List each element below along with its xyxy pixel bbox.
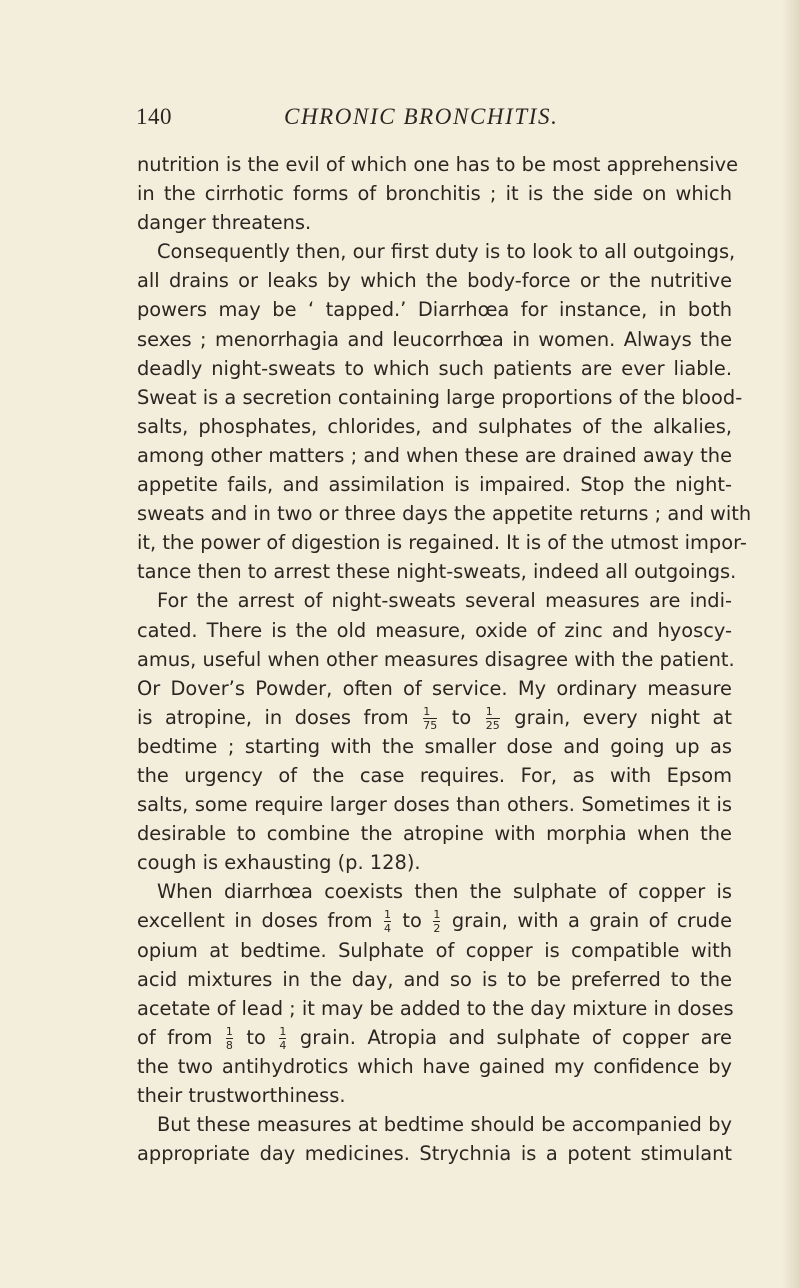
fraction-denominator: 4 xyxy=(279,1038,287,1052)
running-title: CHRONIC BRONCHITIS. xyxy=(284,104,559,129)
text-segment: to xyxy=(392,909,432,933)
text-line: deadly night-sweats to which such patients are ever liable. xyxy=(137,356,732,380)
fraction xyxy=(423,706,437,731)
text-line: nutrition is the evil of which one has to be most apprehensive xyxy=(137,153,739,176)
fraction xyxy=(433,909,440,934)
text-line: opium at bedtime. Sulphate of copper is compatible with xyxy=(137,938,732,962)
text-line: sexes ; menorrhagia and leucorrhœa in women. Always the xyxy=(137,327,732,351)
text-line: Sweat is a secretion containing large proportions of the blood- xyxy=(137,385,743,409)
text-line: acid mixtures in the day, and so is to be preferred to the xyxy=(137,967,732,991)
text-line: appropriate day medicines. Strychnia is a potent stimulant xyxy=(137,1142,732,1166)
page-number: 140 xyxy=(136,104,172,129)
text-line: salts, phosphates, chlorides, and sulphates of the alkalies, xyxy=(137,414,732,438)
text-line: Or Dover’s Powder, often of service. My ordinary measure xyxy=(137,676,732,700)
page-header xyxy=(136,104,736,144)
text-line: But these measures at bedtime should be accompanied by xyxy=(157,1113,732,1137)
text-segment: to xyxy=(439,705,484,729)
text-line: among other matters ; and when these are drained away the xyxy=(137,443,732,467)
text-line: sweats and in two or three days the appetite returns ; and with xyxy=(137,502,752,526)
text-line: cated. There is the old measure, oxide of zinc and hyoscy- xyxy=(137,618,732,642)
text-line: amus, useful when other measures disagree with the patient. xyxy=(137,647,735,671)
fraction xyxy=(279,1026,286,1051)
fraction-denominator: 4 xyxy=(383,922,391,936)
text-line: cough is exhausting (p. 128). xyxy=(137,851,421,875)
text-line: tance then to arrest these night-sweats, indeed all outgoings. xyxy=(137,560,737,584)
fraction-denominator: 2 xyxy=(433,922,441,936)
text-segment: excellent in doses from xyxy=(137,909,382,933)
fraction-denominator: 75 xyxy=(423,718,438,732)
fraction-numerator: 1 xyxy=(383,908,391,922)
fraction xyxy=(384,909,391,934)
text-segment: grain. Atropia and sulphate of copper are xyxy=(288,1025,732,1049)
text-line: salts, some require larger doses than others. Sometimes it is xyxy=(137,793,732,817)
text-line: it, the power of digestion is regained. It is of the utmost impor- xyxy=(137,531,747,555)
text-line: desirable to combine the atropine with morphia when the xyxy=(137,822,732,846)
text-line: powers may be ‘ tapped.’ Diarrhœa for instance, in both xyxy=(137,298,732,322)
fraction-denominator: 25 xyxy=(485,718,500,732)
fraction-numerator: 1 xyxy=(423,704,431,718)
text-line: Consequently then, our first duty is to look to all outgoings, xyxy=(157,240,736,264)
page-edge-shadow xyxy=(782,0,800,1288)
text-line: all drains or leaks by which the body-force or the nutritive xyxy=(137,269,732,293)
text-line: their trustworthiness. xyxy=(137,1084,346,1107)
text-segment: is atropine, in doses from xyxy=(137,705,422,729)
text-line: For the arrest of night-sweats several measures are indi- xyxy=(157,589,732,613)
text-segment: grain, every night at xyxy=(501,705,733,729)
text-line: appetite fails, and assimilation is impaired. Stop the night- xyxy=(137,473,732,497)
text-line: acetate of lead ; it may be added to the day mixture in doses xyxy=(137,996,734,1020)
fraction-numerator: 1 xyxy=(279,1024,287,1038)
fraction xyxy=(486,706,500,731)
text-line xyxy=(137,906,732,935)
text-line: in the cirrhotic forms of bronchitis ; it is the side on which xyxy=(137,182,732,206)
text-line: danger threatens. xyxy=(137,211,312,235)
text-line xyxy=(137,1023,732,1052)
text-segment: to xyxy=(234,1025,278,1049)
text-line: bedtime ; starting with the smaller dose and going up as xyxy=(137,734,732,758)
fraction-numerator: 1 xyxy=(225,1024,233,1038)
text-line: When diarrhœa coexists then the sulphate of copper is xyxy=(157,880,732,904)
text-line: the urgency of the case requires. For, as with Epsom xyxy=(137,763,732,787)
text-segment: of from xyxy=(137,1025,224,1049)
text-line xyxy=(137,703,732,732)
fraction-numerator: 1 xyxy=(485,704,493,718)
text-segment: grain, with a grain of crude xyxy=(442,909,732,933)
fraction-numerator: 1 xyxy=(433,908,441,922)
body-text xyxy=(137,150,752,1168)
text-line: the two antihydrotics which have gained my confidence by xyxy=(137,1054,732,1078)
fraction-denominator: 8 xyxy=(225,1038,233,1052)
fraction xyxy=(226,1026,233,1051)
